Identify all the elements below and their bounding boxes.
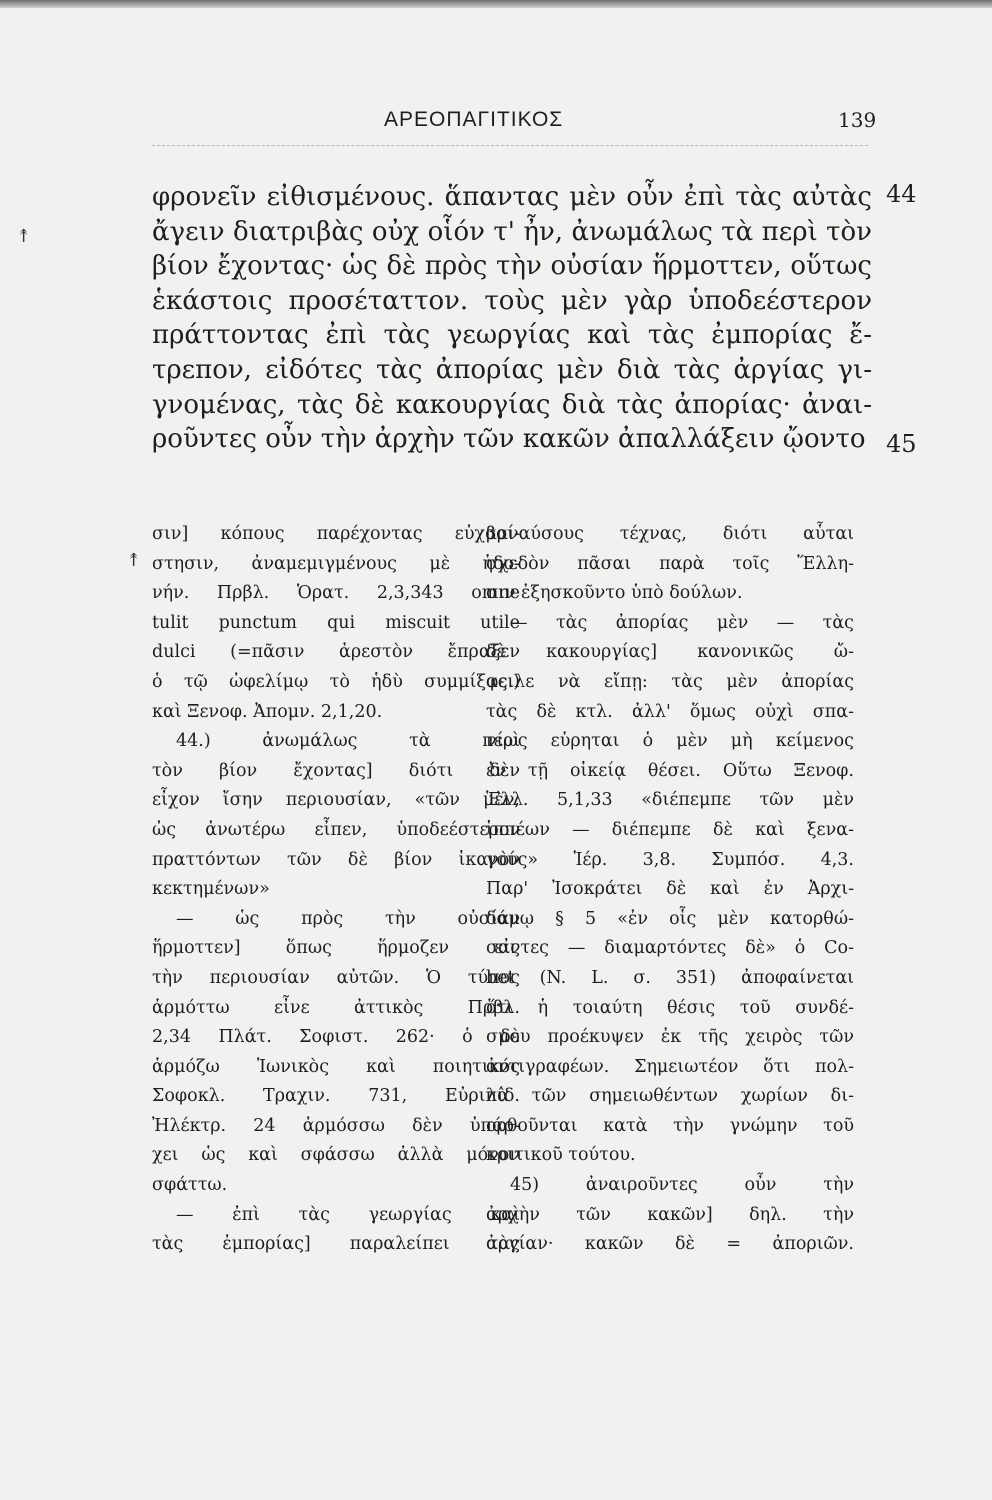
note-line: — ὡς πρὸς τὴν οὐσίαν: [176, 908, 520, 929]
main-line: βίον ἔχοντας· ὡς δὲ πρὸς τὴν οὐσίαν ἥρμοττεν, οὕτως: [152, 251, 872, 282]
notes-left-column: [152, 520, 520, 1260]
header-rule: [152, 145, 868, 146]
note-line: bet (N. L. σ. 351) ἀποφαίνεται: [486, 967, 854, 988]
note-line: ὅτι ἡ τοιαύτη θέσις τοῦ συνδέ-: [486, 997, 854, 1018]
note-line: Σοφοκλ. Τραχιν. 731, Εὐριπίδ.: [152, 1086, 520, 1107]
note-line: νίως εὑρηται ὁ μὲν μὴ κείμενος: [486, 731, 854, 752]
note-line: καὶ Ξενοφ. Ἀπομν. 2,1,20.: [152, 701, 383, 722]
note-line: κριτικοῦ τούτου.: [486, 1145, 636, 1166]
note-line: τὰς ἐμπορίας] παραλείπει τὰς: [152, 1234, 520, 1255]
note-line: εἶχον ἴσην περιουσίαν, «τῶν μὲν,: [152, 790, 520, 811]
note-line: σχεδὸν πᾶσαι παρὰ τοῖς Ἕλλη-: [486, 553, 854, 574]
note-line: ἀντιγραφέων. Σημειωτέον ὅτι πολ-: [486, 1056, 854, 1077]
note-line: 44.) ἀνωμάλως τὰ περὶ: [176, 731, 520, 752]
note-line: ἀρχὴν τῶν κακῶν] δηλ. τὴν: [486, 1204, 854, 1225]
note-line: δὲ κακουργίας] κανονικῶς ὤ-: [486, 642, 854, 663]
page-top-edge: [0, 0, 992, 8]
note-line: φειλε νὰ εἴπῃ: τὰς μὲν ἀπορίας: [486, 671, 854, 692]
note-line: ἀργίαν· κακῶν δὲ = ἀποριῶν.: [486, 1234, 854, 1255]
note-line: ἁρμόττω εἶνε ἀττικὸς Πρβλ.: [152, 997, 520, 1018]
margin-mark: ↟: [16, 226, 32, 247]
margin-number-45: 45: [886, 430, 917, 458]
margin-mark: ↟: [126, 550, 142, 571]
note-line: tulit punctum qui miscuit utile: [152, 612, 520, 633]
note-line: ορθοῦνται κατὰ τὴν γνώμην τοῦ: [486, 1115, 854, 1136]
note-line: — ἐπὶ τὰς γεωργίας καὶ: [176, 1204, 520, 1225]
page-header: [0, 108, 992, 138]
main-line: ἄγειν διατριβὰς οὐχ οἷόν τ' ἦν, ἀνωμάλως τὰ περὶ τὸν: [152, 216, 872, 247]
note-line: ἥρμοττεν] ὅπως ἥρμοζεν εἰς: [152, 938, 520, 959]
note-line: χει ὡς καὶ σφάσσω ἀλλὰ μόνον: [152, 1145, 520, 1166]
note-line: τὴν περιουσίαν αὐτῶν. Ὁ τύπος: [152, 967, 520, 988]
note-line: λὰ τῶν σημειωθέντων χωρίων δι-: [486, 1086, 854, 1107]
main-line: ἑκάστοις προσέταττον. τοὺς μὲν γὰρ ὑποδεέστερον: [152, 285, 872, 316]
note-line: 45) ἀναιροῦντες οὖν τὴν: [510, 1175, 854, 1196]
note-line: ἁρμόζω Ἰωνικὸς καὶ ποιητικός: [152, 1056, 520, 1077]
main-text: [152, 180, 872, 457]
note-line: γούς» Ἱέρ. 3,8. Συμπόσ. 4,3.: [486, 849, 854, 870]
main-line: πράττοντας ἐπὶ τὰς γεωργίας καὶ τὰς ἐμπορίας ἔ-: [152, 320, 872, 351]
main-line: γνομένας, τὰς δὲ κακουργίας διὰ τὰς ἀπορίας· ἀναι-: [152, 389, 872, 420]
note-line: βαναύσους τέχνας, διότι αὗται: [486, 524, 854, 544]
note-line: ἱππέων — διέπεμπε δὲ καὶ ξενα-: [486, 819, 854, 840]
margin-number-44: 44: [886, 180, 917, 208]
note-line: τὰς δὲ κτλ. ἀλλ' ὅμως οὐχὶ σπα-: [486, 701, 854, 722]
note-line: ὡς ἀνωτέρω εἶπεν, ὑποδεέστερον: [152, 819, 520, 840]
main-line: τρεπον, εἰδότες τὰς ἀπορίας μὲν διὰ τὰς ἀργίας γι-: [152, 354, 872, 385]
note-line: Ἠλέκτρ. 24 ἁρμόσσω δὲν ὑπάρ-: [152, 1115, 520, 1136]
note-line: σιν ἐξησκοῦντο ὑπὸ δούλων.: [486, 583, 743, 604]
page-number: 139: [838, 108, 877, 132]
note-line: — τὰς ἀπορίας μὲν — τὰς: [510, 612, 854, 633]
main-line: φρονεῖν εἰθισμένους. ἅπαντας μὲν οὖν ἐπὶ τὰς αὐτὰς: [152, 182, 872, 212]
running-title: ΑΡΕΟΠΑΓΙΤΙΚΟΣ: [384, 108, 564, 131]
note-line: κεκτημένων»: [152, 879, 270, 900]
note-line: Ἑλλ. 5,1,33 «διέπεμπε τῶν μὲν: [486, 790, 854, 811]
note-line: Παρ' Ἰσοκράτει δὲ καὶ ἐν Ἀρχι-: [486, 879, 854, 900]
notes-right-column: [486, 520, 854, 1260]
note-line: σιν] κόπους παρέχοντας εὐχαρί-: [152, 524, 520, 544]
note-line: ἐν τῇ οἰκείᾳ θέσει. Οὕτω Ξενοφ.: [486, 760, 854, 781]
note-line: 2,34 Πλάτ. Σοφιστ. 262· ὁ δὲ: [152, 1027, 520, 1048]
note-line: τὸν βίον ἔχοντας] διότι δὲν: [152, 760, 520, 781]
note-line: σμου προέκυψεν ἐκ τῆς χειρὸς τῶν: [486, 1027, 854, 1048]
note-line: στησιν, ἀναμεμιγμένους μὲ ἡδο-: [152, 553, 520, 574]
main-line: ροῦντες οὖν τὴν ἀρχὴν τῶν κακῶν ἀπαλλάξειν ᾤοντο: [152, 424, 866, 455]
note-line: νήν. Πρβλ. Ὁρατ. 2,3,343 omne: [152, 583, 520, 604]
note-line: ὁ τῷ ὠφελίμῳ τὸ ἡδὺ συμμίξας.): [152, 671, 520, 692]
note-line: σαντες — διαμαρτόντες δὲ» ὁ Co-: [486, 938, 854, 959]
note-line: σφάττω.: [152, 1175, 228, 1196]
note-line: δάμῳ § 5 «ἐν οἷς μὲν κατορθώ-: [486, 908, 854, 929]
note-line: πραττόντων τῶν δὲ βίον ἱκανὸν: [152, 849, 520, 870]
note-line: dulci (=πᾶσιν ἀρεστὸν ἔπραξεν: [152, 642, 520, 663]
